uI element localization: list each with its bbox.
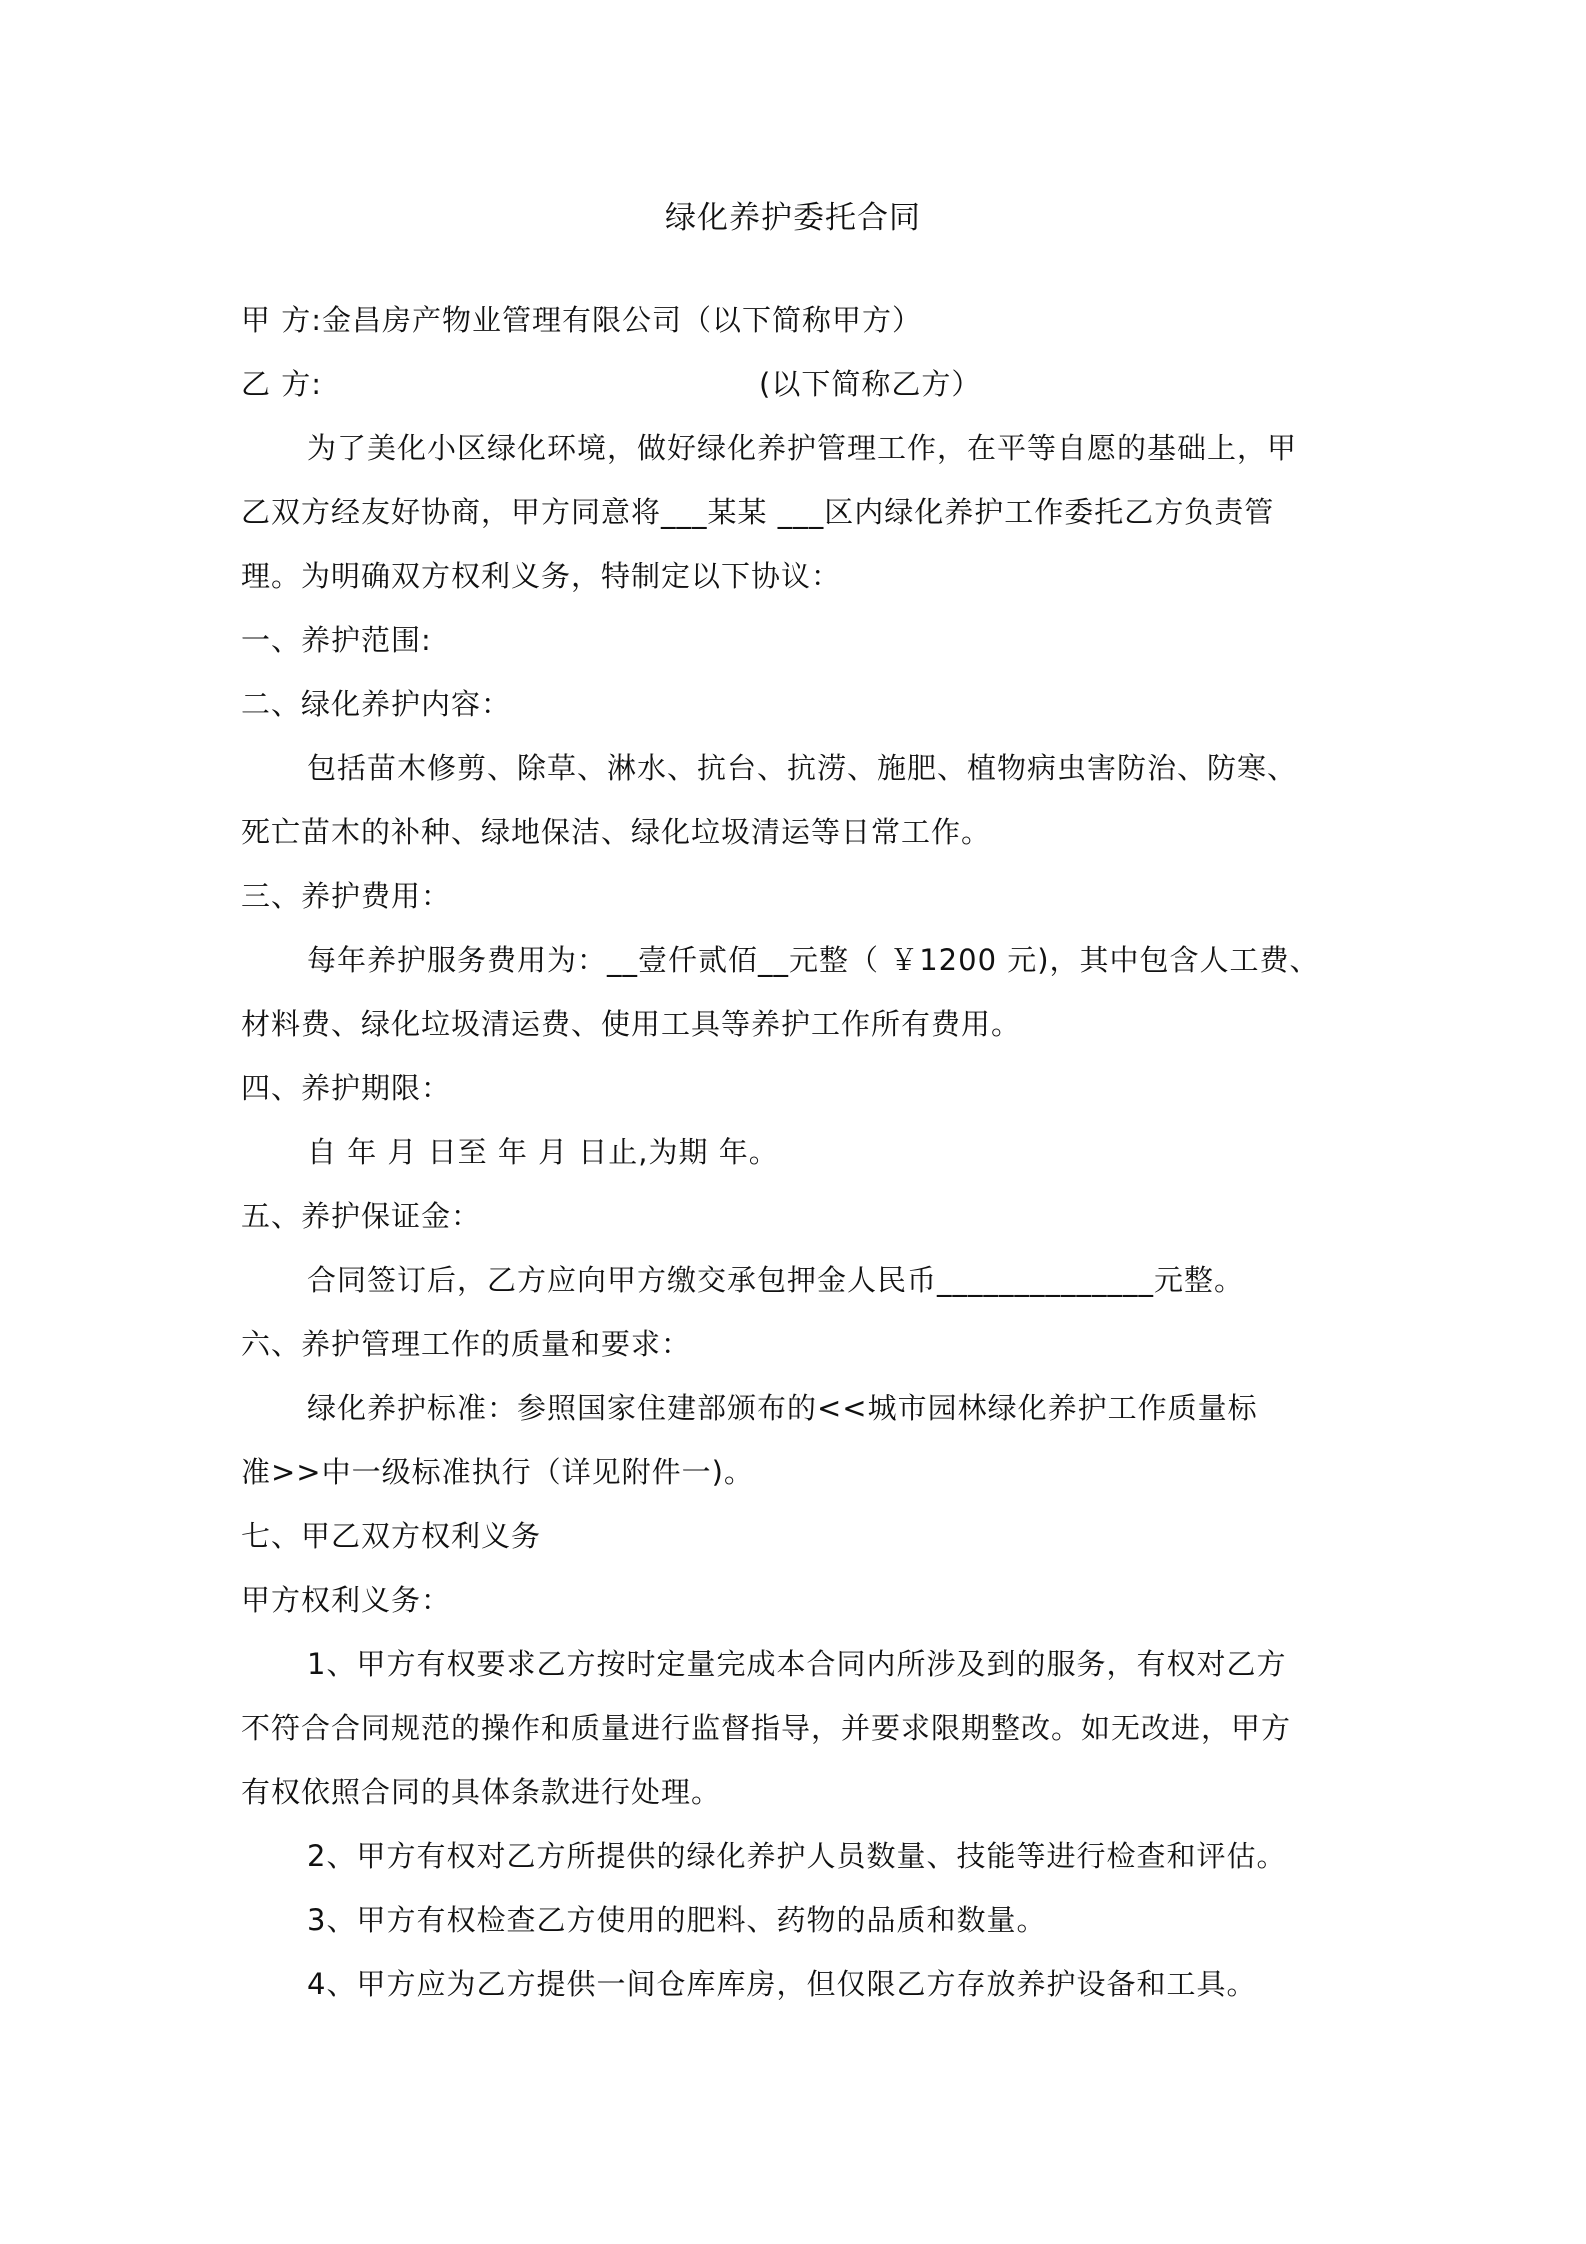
clause-2: 2、甲方有权对乙方所提供的绿化养护人员数量、技能等进行检查和评估。 [307,1839,1287,1873]
party-a-value: 金昌房产物业管理有限公司（以下简称甲方） [322,303,923,337]
section-2-heading: 二、绿化养护内容： [241,687,512,721]
clause-3: 3、甲方有权检查乙方使用的肥料、药物的品质和数量。 [307,1903,1047,1937]
section-4-heading: 四、养护期限： [241,1071,452,1105]
party-b-label: 乙 方: [241,367,322,401]
section-7-heading: 七、甲乙双方权利义务 [241,1519,542,1553]
section-4-line: 自 年 月 日至 年 月 日止,为期 年。 [307,1135,779,1169]
section-6-line-2: 准>>中一级标准执行（详见附件一)。 [241,1455,754,1489]
section-5-heading: 五、养护保证金： [241,1199,482,1233]
section-2-line-2: 死亡苗木的补种、绿地保洁、绿化垃圾清运等日常工作。 [241,815,992,849]
intro-line-2: 乙双方经友好协商，甲方同意将___某某 ___区内绿化养护工作委托乙方负责管 [241,495,1275,529]
party-b-line [241,352,1361,416]
party-a-rights-heading: 甲方权利义务： [241,1583,452,1617]
section-6-heading: 六、养护管理工作的质量和要求： [241,1327,692,1361]
clause-1-line-3: 有权依照合同的具体条款进行处理。 [241,1775,722,1809]
clause-1-line-1: 1、甲方有权要求乙方按时定量完成本合同内所涉及到的服务，有权对乙方 [307,1647,1287,1681]
intro-line-3: 理。为明确双方权利义务，特制定以下协议： [241,559,842,593]
section-2-line-1: 包括苗木修剪、除草、淋水、抗台、抗涝、施肥、植物病虫害防治、防寒、 [307,751,1298,785]
section-5-line: 合同签订后，乙方应向甲方缴交承包押金人民币______________元整。 [307,1263,1245,1297]
party-a-line [241,288,1361,352]
intro-line-1: 为了美化小区绿化环境，做好绿化养护管理工作，在平等自愿的基础上，甲 [307,431,1298,465]
section-3-line-1: 每年养护服务费用为：__壹仟贰佰__元整（ ￥1200 元)，其中包含人工费、 [307,943,1320,977]
section-1-heading: 一、养护范围: [241,623,432,657]
section-3-heading: 三、养护费用： [241,879,452,913]
party-a-label: 甲 方: [241,303,322,337]
clause-4: 4、甲方应为乙方提供一间仓库库房，但仅限乙方存放养护设备和工具。 [307,1967,1257,2001]
section-6-line-1: 绿化养护标准：参照国家住建部颁布的<<城市园林绿化养护工作质量标 [307,1391,1258,1425]
document-title: 绿化养护委托合同 [665,200,921,236]
section-3-line-2: 材料费、绿化垃圾清运费、使用工具等养护工作所有费用。 [241,1007,1022,1041]
document-body [241,288,1361,2016]
party-b-value: (以下简称乙方） [759,367,982,401]
clause-1-line-2: 不符合合同规范的操作和质量进行监督指导，并要求限期整改。如无改进，甲方 [241,1711,1292,1745]
